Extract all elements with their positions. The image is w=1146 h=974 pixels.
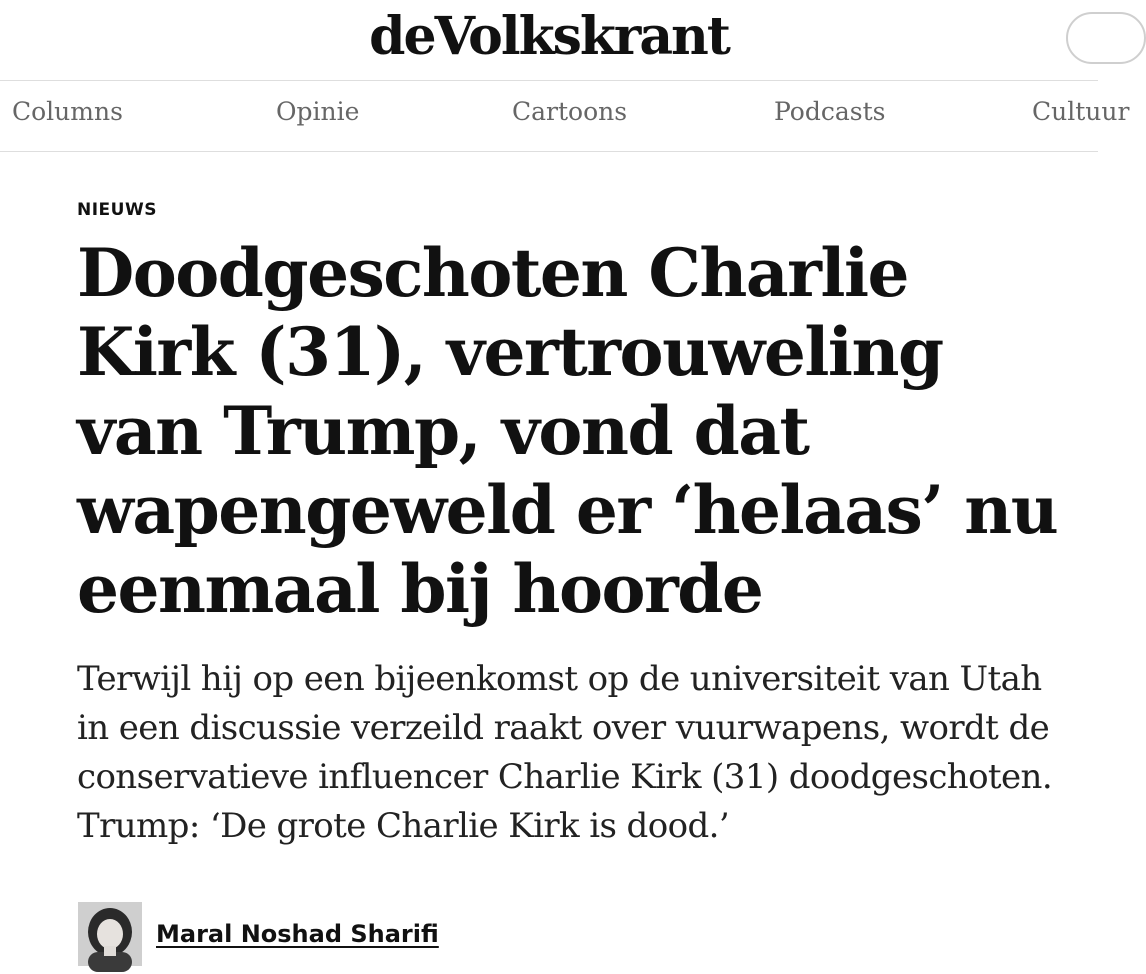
article <box>77 200 1077 851</box>
author-photo-icon <box>78 902 142 966</box>
nav-item-opinie[interactable]: Opinie <box>276 97 360 126</box>
author-name-link[interactable]: Maral Noshad Sharifi <box>156 920 439 948</box>
byline <box>78 902 439 966</box>
author-avatar[interactable] <box>78 902 142 966</box>
nav-item-cartoons[interactable]: Cartoons <box>512 97 628 126</box>
section-nav <box>0 81 1130 152</box>
site-header <box>0 0 1098 81</box>
header-account-button[interactable] <box>1066 12 1146 64</box>
nav-item-cultuur[interactable]: Cultuur <box>1032 97 1130 126</box>
article-intro: Terwijl hij op een bijeenkomst op de universiteit van Utah in een discussie verzeild raakt over vuurwapens, wordt de conservatieve influencer Charlie Kirk (31) doodgeschoten. Trump: ‘De grote Charlie Kirk is dood.’ <box>77 659 1053 846</box>
site-logo[interactable]: deVolkskrant <box>369 6 729 67</box>
article-kicker: NIEUWS <box>77 200 157 220</box>
article-headline: Doodgeschoten Charlie Kirk (31), vertrouweling van Trump, vond dat wapengeweld er ‘helaas’ nu eenmaal bij hoorde <box>77 234 1058 628</box>
nav-item-columns[interactable]: Columns <box>12 97 123 126</box>
nav-item-podcasts[interactable]: Podcasts <box>774 97 886 126</box>
